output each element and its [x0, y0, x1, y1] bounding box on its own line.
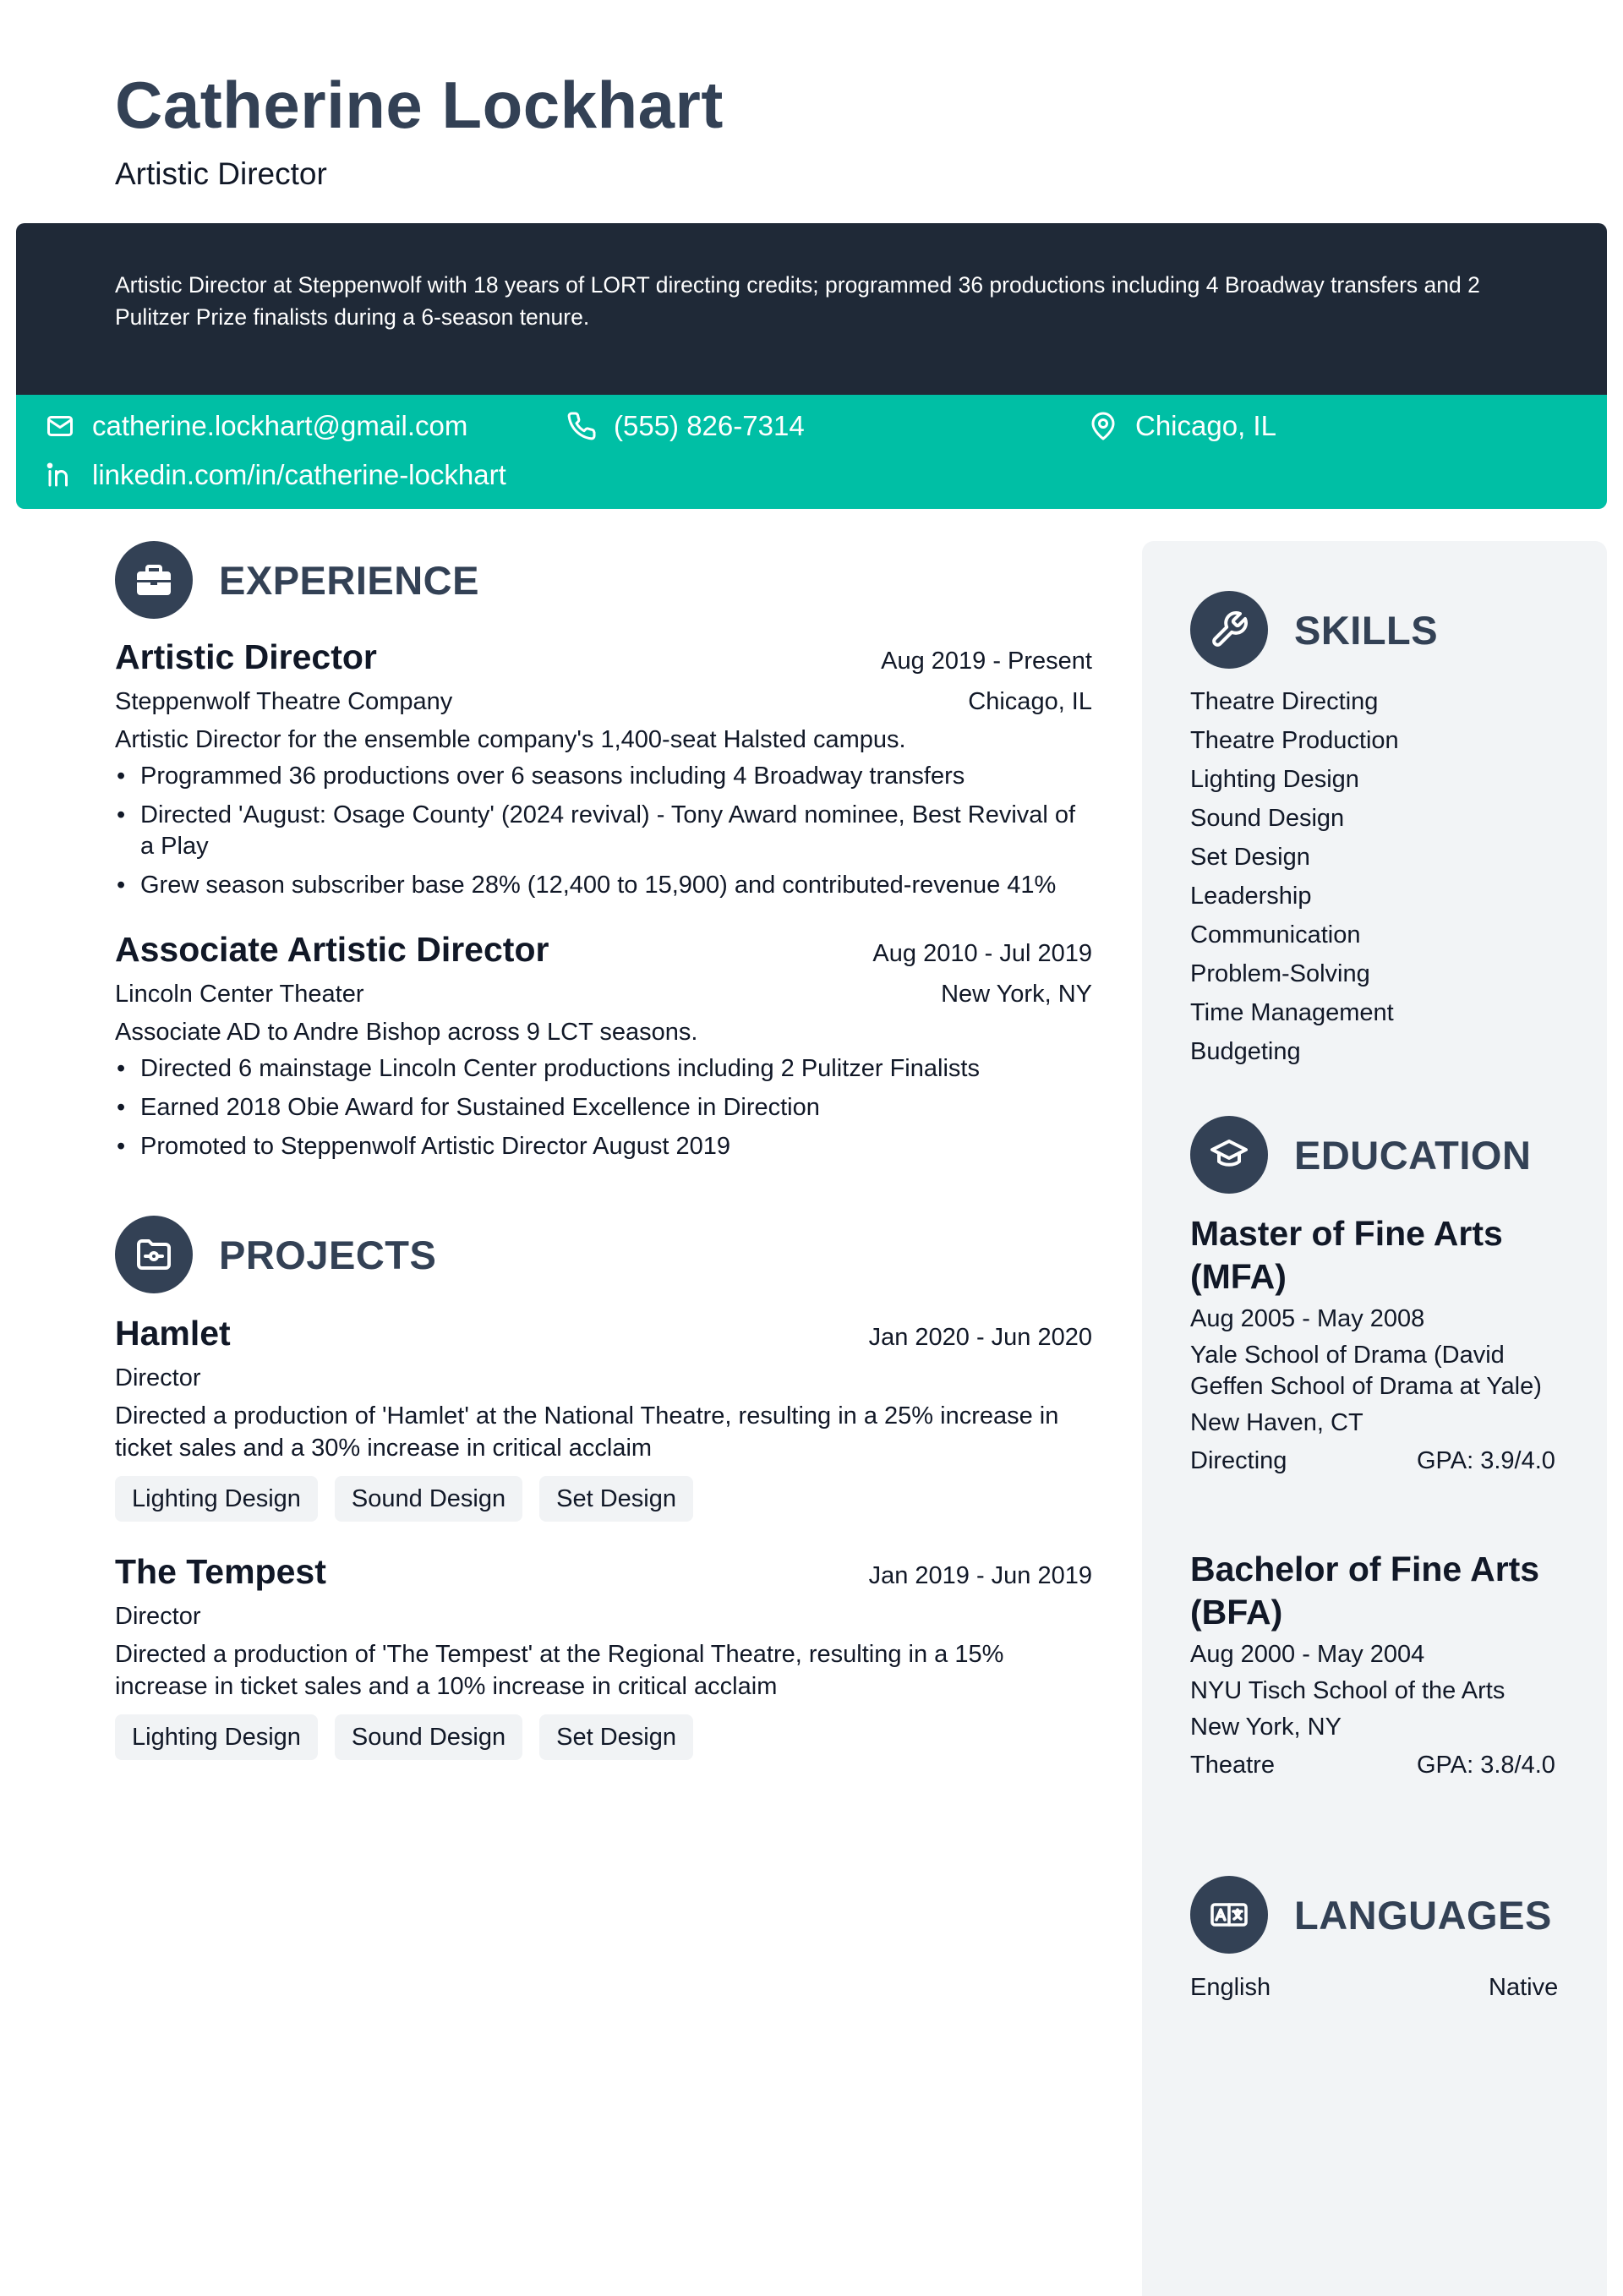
- project-title: The Tempest: [115, 1552, 326, 1591]
- job-bullet: • Promoted to Steppenwolf Artistic Director August 2019: [115, 1131, 1092, 1162]
- contact-email-text: catherine.lockhart@gmail.com: [92, 410, 468, 441]
- skill-item: Leadership: [1190, 883, 1312, 910]
- education-field: Theatre: [1190, 1752, 1275, 1779]
- folder-icon: [115, 1216, 193, 1293]
- language-name: English: [1190, 1974, 1271, 2001]
- job-bullets: [115, 761, 1092, 901]
- skill-item: Communication: [1190, 921, 1361, 948]
- skill-item: Time Management: [1190, 999, 1394, 1026]
- skills-heading: [1190, 591, 1438, 669]
- projects-title: PROJECTS: [219, 1232, 437, 1277]
- education-dates: Aug 2005 - May 2008: [1190, 1305, 1425, 1332]
- skill-item: Sound Design: [1190, 805, 1345, 832]
- project-tags: [115, 1714, 1092, 1760]
- tag: Sound Design: [335, 1714, 522, 1760]
- languages-list: [1190, 1972, 1562, 2004]
- skills-list: [1190, 682, 1562, 1071]
- candidate-role: Artistic Director: [115, 156, 327, 191]
- project-description: Directed a production of 'Hamlet' at the National Theatre, resulting in a 25% increase in ticket sales and a 30% increase in critical acclaim: [115, 1402, 1059, 1462]
- job-location: New York, NY: [941, 981, 1092, 1008]
- tag: Sound Design: [335, 1476, 522, 1522]
- job-bullets: [115, 1053, 1092, 1162]
- skill-item: Problem-Solving: [1190, 960, 1370, 987]
- project-role: Director: [115, 1603, 201, 1630]
- education-title: EDUCATION: [1294, 1132, 1532, 1178]
- education-location: New Haven, CT: [1190, 1409, 1363, 1436]
- job-bullet: • Grew season subscriber base 28% (12,400 to 15,900) and contributed-revenue 41%: [115, 870, 1092, 901]
- job-bullet: • Programmed 36 productions over 6 seasons including 4 Broadway transfers: [115, 761, 1092, 792]
- contact-linkedin-text: linkedin.com/in/catherine-lockhart: [92, 459, 506, 490]
- education-school: NYU Tisch School of the Arts: [1190, 1677, 1506, 1704]
- languages-title: LANGUAGES: [1294, 1892, 1552, 1938]
- job-title: Artistic Director: [115, 637, 377, 676]
- job-bullet: • Directed 'August: Osage County' (2024 revival) - Tony Award nominee, Best Revival of a Play: [115, 800, 1092, 862]
- job-entry: [115, 929, 1092, 1170]
- education-degree: Master of Fine Arts (MFA): [1190, 1214, 1503, 1296]
- contact-location-text: Chicago, IL: [1135, 410, 1276, 441]
- map-pin-icon: [1088, 411, 1118, 441]
- job-bullet: • Earned 2018 Obie Award for Sustained Excellence in Direction: [115, 1092, 1092, 1123]
- contact-location: [1088, 409, 1276, 443]
- translate-icon: [1190, 1876, 1268, 1954]
- job-bullet: • Directed 6 mainstage Lincoln Center productions including 2 Pulitzer Finalists: [115, 1053, 1092, 1085]
- job-description: Artistic Director for the ensemble company's 1,400-seat Halsted campus.: [115, 726, 906, 753]
- contact-phone-text: (555) 826-7314: [614, 410, 805, 441]
- contact-linkedin[interactable]: [45, 458, 506, 492]
- education-dates: Aug 2000 - May 2004: [1190, 1641, 1425, 1668]
- education-gpa: GPA: 3.8/4.0: [1417, 1752, 1555, 1779]
- linkedin-icon: [45, 460, 75, 490]
- project-tags: [115, 1476, 1092, 1522]
- job-company: Steppenwolf Theatre Company: [115, 688, 453, 715]
- project-role: Director: [115, 1364, 201, 1391]
- job-entry: [115, 637, 1092, 909]
- tag: Lighting Design: [115, 1714, 318, 1760]
- job-location: Chicago, IL: [968, 688, 1092, 715]
- job-dates: Aug 2010 - Jul 2019: [872, 940, 1092, 967]
- education-heading: [1190, 1116, 1531, 1194]
- job-company: Lincoln Center Theater: [115, 981, 364, 1008]
- education-degree: Bachelor of Fine Arts (BFA): [1190, 1550, 1540, 1632]
- skill-item: Set Design: [1190, 844, 1310, 871]
- education-entry: [1190, 1548, 1562, 1781]
- skill-item: Theatre Production: [1190, 727, 1399, 754]
- project-description: Directed a production of 'The Tempest' at the Regional Theatre, resulting in a 15% increase in ticket sales and a 10% increase in critical acclaim: [115, 1641, 1004, 1700]
- briefcase-icon: [115, 541, 193, 619]
- experience-heading: [115, 541, 479, 619]
- resume-header: [115, 66, 724, 193]
- language-item: [1190, 1972, 1562, 2004]
- skill-item: Budgeting: [1190, 1038, 1301, 1065]
- summary-text: Artistic Director at Steppenwolf with 18 years of LORT directing credits; programmed 36 productions including 4 Broadway transfers and 2 Pulitzer Prize finalists during a 6-season tenure.: [115, 272, 1480, 330]
- contact-phone[interactable]: [566, 409, 805, 443]
- languages-heading: [1190, 1876, 1552, 1954]
- education-entry: [1190, 1212, 1562, 1477]
- job-dates: Aug 2019 - Present: [881, 648, 1092, 675]
- candidate-name: Catherine Lockhart: [115, 68, 724, 142]
- contact-email[interactable]: [45, 409, 467, 443]
- summary-band: [16, 223, 1607, 396]
- graduation-cap-icon: [1190, 1116, 1268, 1194]
- education-location: New York, NY: [1190, 1714, 1342, 1741]
- projects-heading: [115, 1216, 436, 1293]
- tag: Set Design: [539, 1476, 693, 1522]
- project-entry: [115, 1551, 1092, 1760]
- skills-title: SKILLS: [1294, 607, 1439, 653]
- tag: Lighting Design: [115, 1476, 318, 1522]
- phone-icon: [566, 411, 597, 441]
- project-title: Hamlet: [115, 1314, 231, 1353]
- language-level: Native: [1489, 1974, 1559, 2001]
- tag: Set Design: [539, 1714, 693, 1760]
- mail-icon: [45, 411, 75, 441]
- education-gpa: GPA: 3.9/4.0: [1417, 1447, 1555, 1474]
- experience-title: EXPERIENCE: [219, 557, 479, 603]
- job-description: Associate AD to Andre Bishop across 9 LCT seasons.: [115, 1019, 698, 1046]
- job-title: Associate Artistic Director: [115, 930, 549, 969]
- contact-band: [16, 395, 1607, 509]
- skill-item: Lighting Design: [1190, 766, 1359, 793]
- education-school: Yale School of Drama (David Geffen School of Drama at Yale): [1190, 1342, 1542, 1400]
- project-dates: Jan 2020 - Jun 2020: [868, 1324, 1092, 1351]
- skill-item: Theatre Directing: [1190, 688, 1379, 715]
- project-dates: Jan 2019 - Jun 2019: [868, 1562, 1092, 1589]
- wrench-icon: [1190, 591, 1268, 669]
- education-field: Directing: [1190, 1447, 1287, 1474]
- project-entry: [115, 1313, 1092, 1522]
